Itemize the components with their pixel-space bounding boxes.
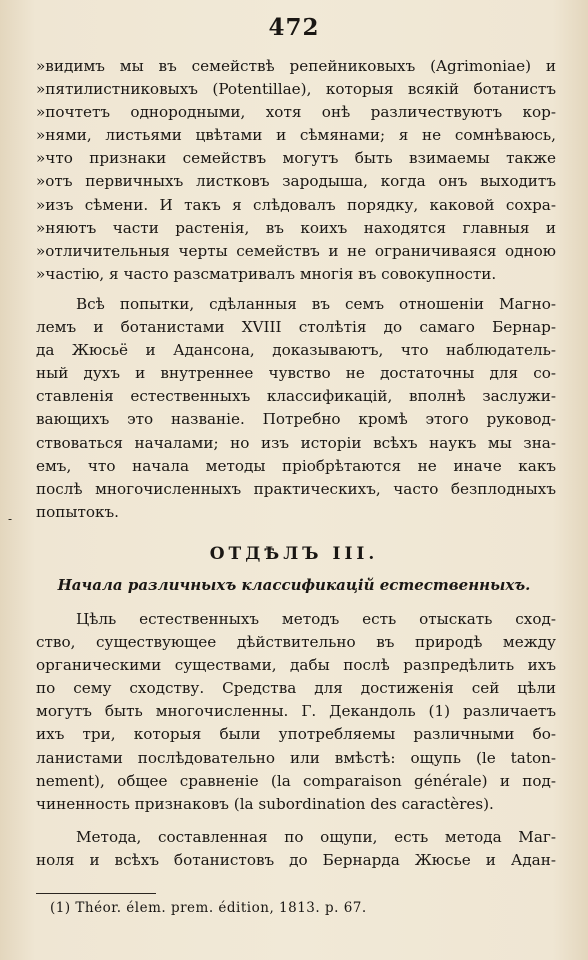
text-line: »что признаки семействъ могутъ быть взимаемы также (36, 149, 556, 168)
text-line: да Жюсьё и Адансона, доказываютъ, что наблюдатель- (36, 341, 556, 360)
paragraph-method-groping (36, 826, 556, 872)
text-line: органическими существами, дабы послѣ разпредѣлить ихъ (36, 656, 556, 675)
footnote: (1) Théor. élem. prem. édition, 1813. p. 67. (50, 900, 367, 916)
text-line: вающихъ это названіе. Потребно кромѣ этого руковод- (36, 410, 556, 429)
text-line: ноля и всѣхъ ботанистовъ до Бернарда Жюсье и Адан- (36, 851, 556, 870)
text-line: »частію, я часто разсматривалъ многія въ совокупности. (36, 264, 497, 283)
text-line: »пятилистниковыхъ (Potentillae), которыя всякій ботанистъ (36, 80, 556, 99)
text-line: по сему сходству. Средства для достиженія сей цѣли (36, 679, 556, 698)
text-line: ихъ три, которыя были употребляемы различными бо- (36, 725, 556, 744)
text-line: ставленія естественныхъ классификацій, вполнѣ заслужи- (36, 387, 556, 406)
paragraph-quote-continuation (36, 55, 556, 286)
text-line: попытокъ. (36, 502, 120, 521)
text-line: чиненность признаковъ (la subordination des caractères). (36, 794, 494, 813)
text-line: Метода, составленная по ощупи, есть метода Маг- (76, 828, 556, 846)
section-heading: ОТДѢЛЪ III. (209, 544, 379, 564)
page-number: 472 (268, 14, 320, 41)
text-line: »няютъ части растенія, въ коихъ находятся главныя и (36, 218, 556, 237)
text-line: »видимъ мы въ семействѣ репейниковыхъ (Agrimoniae) и (36, 57, 556, 75)
footnote-rule (36, 893, 156, 894)
text-line: ланистами послѣдовательно или вмѣстѣ: ощупь (le taton- (36, 748, 556, 767)
text-line: »отъ первичныхъ листковъ зародыша, когда онъ выходитъ (36, 172, 556, 191)
text-line: »отличительныя черты семействъ и не ограничиваяся одною (36, 241, 556, 260)
text-line: »почтетъ однородными, хотя онѣ различествуютъ кор- (36, 103, 556, 122)
section-subheading: Начала различныхъ классификацій естественныхъ. (57, 576, 531, 594)
text-line: могутъ быть многочисленны. Г. Декандоль (1) различаетъ (36, 702, 556, 721)
text-line: ствоваться началами; но изъ исторіи всѣхъ наукъ мы зна- (36, 433, 556, 452)
margin-mark: - (8, 512, 13, 526)
paragraph-attempts (36, 293, 556, 524)
text-line: лемъ и ботанистами XVIII столѣтія до самаго Бернар- (36, 318, 556, 337)
text-line: послѣ многочисленныхъ практическихъ, часто безплодныхъ (36, 479, 556, 498)
paragraph-natural-methods (36, 608, 556, 816)
text-line: емъ, что начала методы пріобрѣтаются не иначе какъ (36, 456, 556, 475)
text-line: Всѣ попытки, сдѣланныя въ семъ отношеніи Магно- (76, 295, 556, 313)
text-line: nement), общее сравненіе (la comparaison générale) и под- (36, 771, 556, 790)
text-line: »изъ сѣмени. И такъ я слѣдовалъ порядку, каковой сохра- (36, 195, 556, 214)
text-line: Цѣль естественныхъ методъ есть отыскать сход- (76, 610, 556, 628)
text-line: »нями, листьями цвѣтами и сѣмянами; я не сомнѣваюсь, (36, 126, 556, 145)
text-line: ство, существующее дѣйствительно въ природѣ между (36, 633, 556, 652)
text-line: ный духъ и внутреннее чувство не достаточны для со- (36, 364, 556, 383)
